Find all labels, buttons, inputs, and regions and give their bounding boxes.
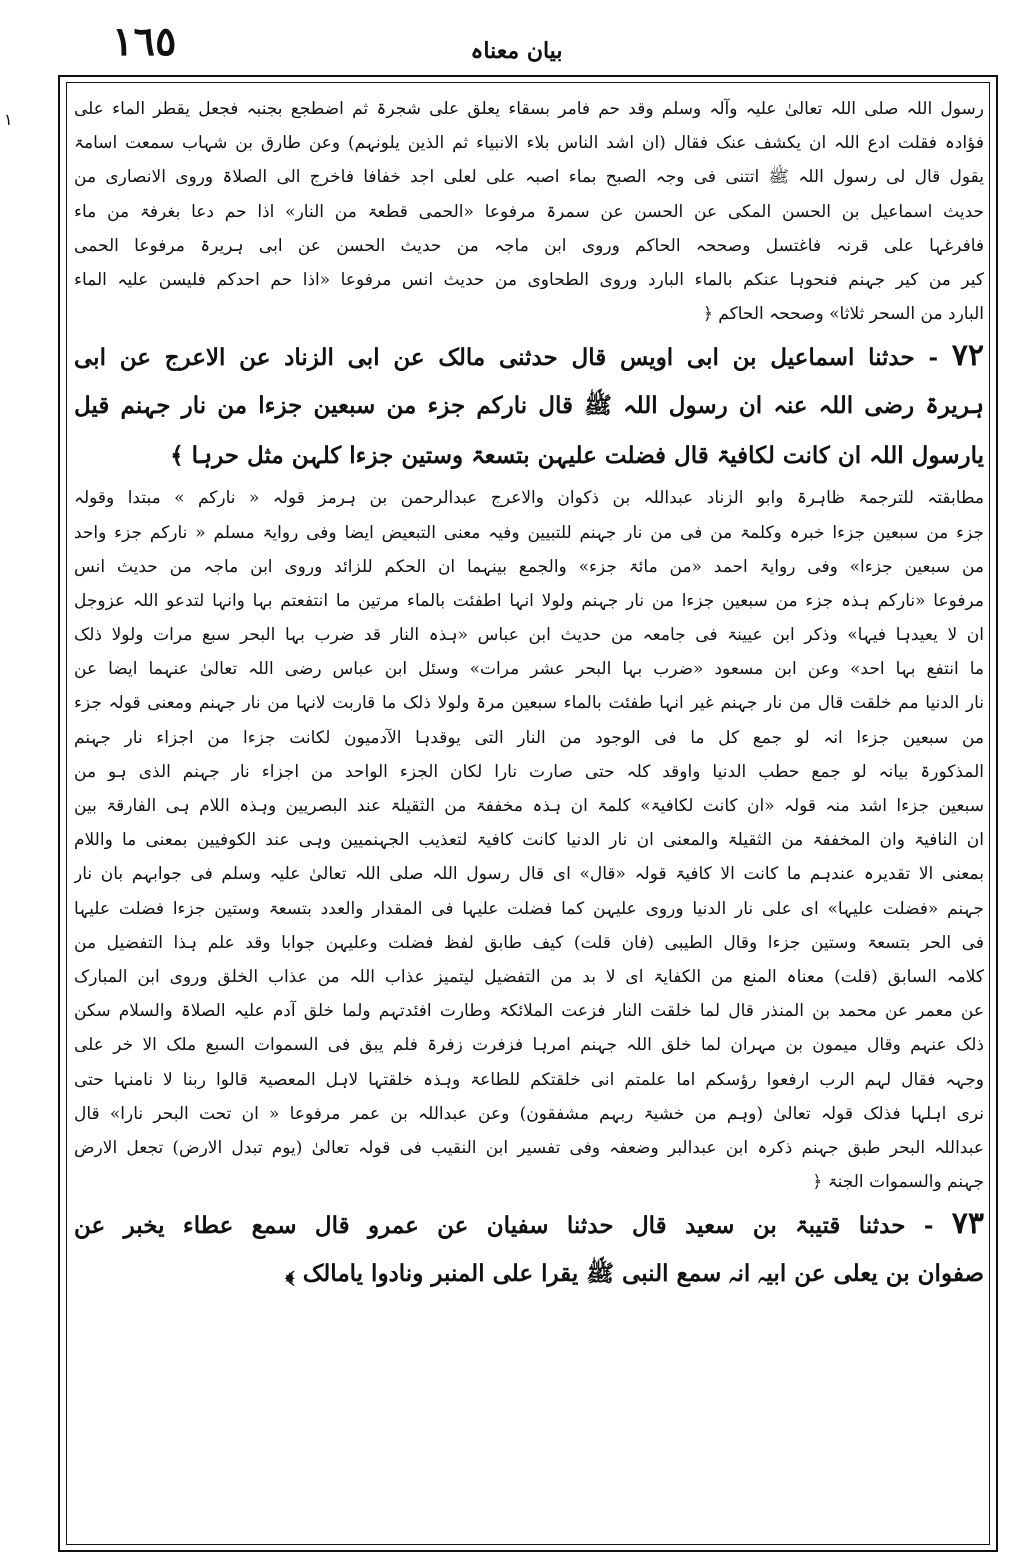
- text-line: کلامہ السابق (قلت) معناہ المنع من الکفایۃ ای لا بد من التفضیل لیتمیز عذاب اللہ من عذاب الخلق وروی ابن المبارک: [74, 966, 984, 987]
- text-line: جہنم والسموات الجنۃ ﴿: [812, 1172, 984, 1193]
- text-line: نار الدنیا مم خلقت قال من نار جہنم غیر انہا طفئت بالماء سبعین مرۃ ولولا ذلک ما قاربت لانہا من نار جہنم ومعنی قولہ جزء: [74, 693, 984, 714]
- margin-mark: ١: [4, 110, 13, 129]
- text-line: بمعنی الا تقدیرہ عندہم ما کانت الا کافیۃ قولہ «قال» ای قال رسول اللہ صلی اللہ تعالیٰ علیہ وسلم فی جوابہم بان نار: [74, 864, 984, 885]
- text-line: عبداللہ البحر طبق جہنم ذکرہ ابن عبدالبر وضعفہ وفی تفسیر ابن النقیب فی قولہ تعالیٰ (یوم تبدل الارض) تجعل الارض: [74, 1137, 984, 1158]
- text-line: وجہہ فقال لہم الرب ارفعوا رؤسکم اما علمتم انی خلقتکم للطاعۃ وہذہ خلقتہا لاہل المعصیۃ قالوا ربنا لا نامنہا حتی: [74, 1069, 984, 1090]
- page-body: [74, 92, 984, 1299]
- text-line: ما انتفع بہا احد» وعن ابن مسعود «ضرب بہا البحر عشر مرات» وسئل ابن عباس رضی اللہ تعالیٰ عنہما ایضا عن: [74, 659, 984, 680]
- text-line: عن معمر عن محمد بن المنذر قال لما خلقت النار فزعت الملائکۃ وطارت افئدتہم ولما خلق آدم علیہ الصلاۃ والسلام سکن: [74, 1001, 984, 1022]
- text-line: جہنم «فضلت علیہا» ای علی نار الدنیا وروی علیہن کما فضلت علیہا فی المقدار والعدد بتسعۃ وستین جزءا فضلت علیہا: [74, 898, 984, 919]
- hadith-text-line: ہریرۃ رضی اللہ عنہ ان رسول اللہ ﷺ قال نارکم جزء من سبعین جزءا من نار جہنم قیل: [74, 392, 984, 420]
- text-line: ذلک عنہم وقال میمون بن مہران لما خلق اللہ جہنم امرہا فزفرت زفرۃ فلم یبق فی السموات السبع ملک الا خر علی: [74, 1035, 984, 1056]
- text-line: فؤادہ فقلت ادع اللہ ان یکشف عنک فقال (ان اشد الناس بلاء الانبیاء ثم الذین یلونہم) وعن طارق بن شہاب سمعت اسامۃ: [74, 133, 984, 154]
- text-line: مطابقتہ للترجمۃ ظاہرۃ وابو الزناد عبداللہ بن ذکوان والاعرج عبدالرحمن بن ہرمز قولہ « نارکم » مبتدا وقولہ: [74, 488, 984, 509]
- text-line: رسول اللہ صلی اللہ تعالیٰ علیہ وآلہ وسلم وقد حم فامر بسقاء یعلق علی شجرۃ ثم اضطجع بجنبہ فجعل یقطر الماء علی: [74, 99, 984, 119]
- hadith-number: ٧٢: [951, 338, 984, 374]
- commentary-block-2: [74, 481, 984, 1199]
- hadith-text-line: یارسول اللہ ان کانت لکافیۃ قال فضلت علیہن بتسعۃ وستین جزءا کلہن مثل حرہا ﴾: [170, 442, 984, 470]
- hadith-number: ٧٣: [951, 1206, 984, 1242]
- text-line: ان لا یعیدہا فیہا» وذکر ابن عیینۃ فی جامعہ من حدیث ابن عباس «ہذہ النار قد ضرب بہا البحر سبع مرات ولولا ذلک: [74, 625, 984, 646]
- text-line: مرفوعا «نارکم ہذہ جزء من سبعین جزءا من نار جہنم ولولا انہا اطفئت بالماء مرتین ما انتفعتم بہا وانہا لتدعو اللہ عزوجل: [74, 590, 984, 611]
- text-line: فافرغہا علی قرنہ فاغتسل وصححہ الحاکم وروی ابن ماجہ من حدیث الحسن عن ابی ہریرۃ مرفوعا الحمی: [74, 235, 984, 256]
- hadith-72: ٧٢ - حدثنا اسماعیل بن ابی اویس قال حدثنی مالک عن ابی الزناد عن الاعرج عن ابی ہریرۃ رضی اللہ عنہ ان رسول اللہ ﷺ قال نارکم جزء من سبعین جزءا من نار جہنم قیل یارسول اللہ ان کانت لکافیۃ قال فضلت علیہن بتسعۃ وستین جزءا کلہن مثل حرہا ﴾: [74, 331, 984, 481]
- page-number: ١٦٥: [112, 18, 177, 65]
- text-line: سبعین جزءا اشد منہ قولہ «ان کانت لکافیۃ» کلمۃ ان ہذہ مخففۃ من الثقیلۃ عند البصریین وہذہ اللام ہی الفارقۃ بین: [74, 796, 984, 816]
- text-line: جزء من سبعین جزءا خبرہ وکلمۃ من فی من نار جہنم للتبیین وفیہ معنی التبعیض ایضا وفی روایۃ مسلم « نارکم جزء واحد: [74, 522, 984, 543]
- text-line: المذکورۃ بیانہ لو جمع حطب الدنیا واوقد کلہ حتی صارت نارا لکان الجزء الواحد من اجزاء نار جہنم الذی ہو من: [74, 761, 984, 782]
- hadith-text-line: حدثنا اسماعیل بن ابی اویس قال حدثنی مالک عن ابی الزناد عن الاعرج عن ابی: [74, 344, 915, 372]
- text-line: کیر من کیر جہنم فنحوہا عنکم بالماء البارد وروی الطحاوی من حدیث انس مرفوعا «اذا حم احدکم فلیسن علیہ الماء: [74, 269, 984, 290]
- hadith-text-line: صفوان بن یعلی عن ابیہ انہ سمع النبی ﷺ یقرا علی المنبر ونادوا یامالک ﴾: [285, 1260, 984, 1288]
- running-title: بیان معناہ: [470, 38, 563, 64]
- text-line: یقول قال لی رسول اللہ ﷺ اتتنی فی وجہ الصبح بماء اصبہ علی لعلی اجد خفافا فاخرج الی الصلاۃ وروی الانصاری من: [74, 167, 984, 188]
- hadith-text-line: حدثنا قتیبۃ بن سعید قال حدثنا سفیان عن عمرو قال سمع عطاء یخبر عن: [74, 1212, 906, 1240]
- text-line: من سبعین جزءا» وفی روایۃ احمد «من مائۃ جزء» والجمع بینہما ان الحکم للزائد وروی ابن ماجہ من حدیث انس: [74, 556, 984, 577]
- text-line: من سبعین جزءا انہ لو جمع کل ما فی الوجود من النار التی یوقدہا الآدمیون لکانت جزءا من اجزاء نار جہنم: [74, 727, 984, 748]
- text-line: حدیث اسماعیل بن الحسن المکی عن الحسن عن سمرۃ مرفوعا «الحمی قطعۃ من النار» اذا حم دعا بغرفۃ من ماء: [74, 201, 984, 222]
- text-line: فی الحر بتسعۃ وستین جزءا وقال الطیبی (فان قلت) کیف طابق لفظ فضلت وعلیہن جوابا وقد علم ہذا التفضیل من: [74, 932, 984, 953]
- text-line: البارد من السحر ثلاثا» وصححہ الحاکم ﴿: [702, 304, 984, 325]
- text-line: ان النافیۃ وان المخففۃ من الثقیلۃ والمعنی ان نار الدنیا کانت کافیۃ لتعذیب الجہنمیین وہی عند الکوفیین بمعنی ما واللام: [74, 830, 984, 851]
- hadith-73: ٧٣ - حدثنا قتیبۃ بن سعید قال حدثنا سفیان عن عمرو قال سمع عطاء یخبر عن صفوان بن یعلی عن ابیہ انہ سمع النبی ﷺ یقرا علی المنبر ونادوا یامالک ﴾: [74, 1199, 984, 1299]
- text-line: نری اہلہا فذلک قولہ تعالیٰ (وہم من خشیۃ ربہم مشفقون) وعن عبداللہ بن عمر مرفوعا « ان تحت البحر نارا» قال: [74, 1103, 984, 1124]
- commentary-block-1: [74, 92, 984, 331]
